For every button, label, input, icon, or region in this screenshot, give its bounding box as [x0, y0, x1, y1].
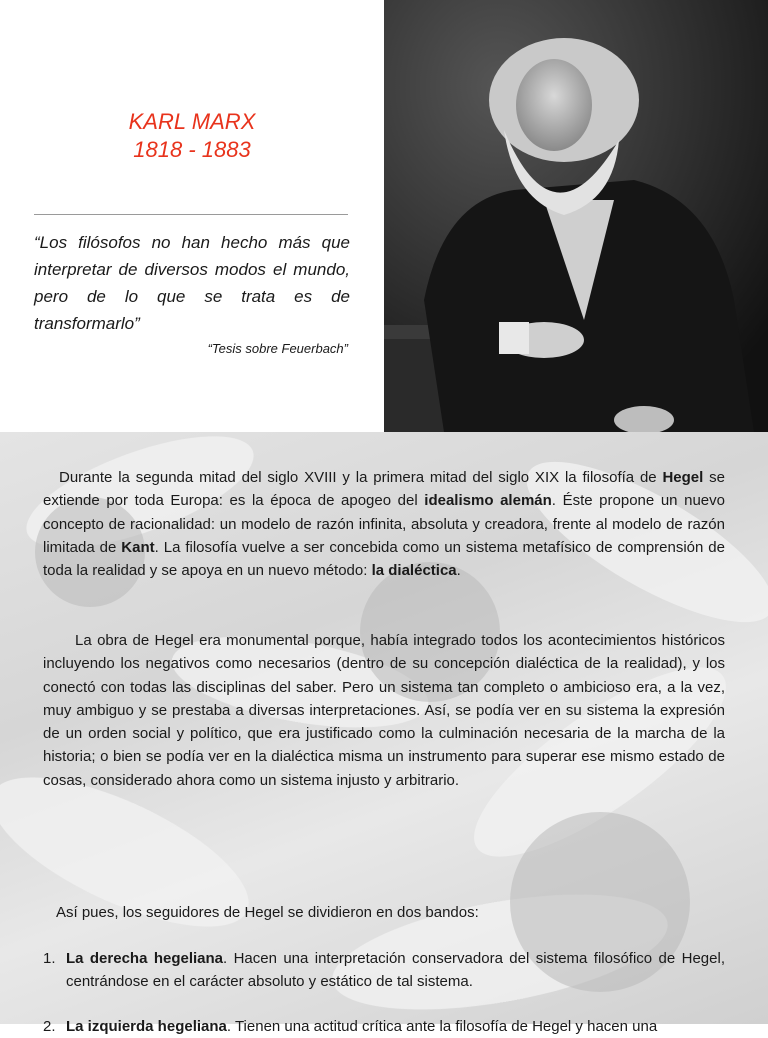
list-number: 1. [43, 950, 56, 967]
p1-bold-dialectica: la dialéctica [371, 562, 457, 580]
p1-bold-idealismo: idealismo alemán [424, 492, 552, 510]
p1-text-3: . Éste propone un nuevo concepto de racionalidad: un modelo de razón infinita, absoluta y creadora, frente al modelo de razón limitada de [43, 492, 725, 556]
divider [34, 214, 348, 215]
list-bold: La izquierda hegeliana [66, 1018, 227, 1035]
p1-bold-kant: Kant [121, 538, 155, 556]
paragraph-obra-hegel: La obra de Hegel era monumental porque, había integrado todos los acontecimientos históricos incluyendo los negativos como necesarios (dentro de su concepción dialéctica de la realidad), y los conectó con todas las disciplinas del saber. Pero un sistema tan completo o ambicioso era, a la vez, muy ambiguo y se prestaba a diversas interpretaciones. Así, se podía ver en su sistema la expresión de un orden social y político, que era justificado como la culminación necesaria de la marcha de la historia; o bien se podía ver en la dialéctica misma un instrumento para superar ese mismo estado de cosas, considerado ahora como un sistema injusto y arbitrario. [43, 632, 725, 789]
list-body: . Tienen una actitud crítica ante la filosofía de Hegel y hacen una [226, 1018, 658, 1035]
quote-source: “Tesis sobre Feuerbach” [207, 341, 348, 356]
quote-text: “Los filósofos no han hecho más que interpretar de diversos modos el mundo, pero de lo que se trata es de transformarlo” [34, 233, 350, 333]
author-years: 1818 - 1883 [133, 137, 251, 162]
author-name: KARL MARX [128, 109, 256, 134]
p1-text-1: Durante la segunda mitad del siglo XVIII y la primera mitad del siglo XIX la filosofía de [59, 469, 663, 486]
list-text [66, 1015, 725, 1038]
p1-text-2: se extiende por toda Europa: es la época de apogeo del [43, 469, 725, 510]
p1-bold-hegel: Hegel [662, 469, 704, 486]
list-number: 2. [43, 1018, 56, 1035]
header-section [0, 0, 768, 432]
list-body: . Hacen una interpretación conservadora del sistema filosófico de Hegel, centrándose en el carácter absoluto y estático de tal sistema. [66, 950, 725, 991]
p1-text-4: . La filosofía vuelve a ser concebida como un sistema metafísico de comprensión de toda la realidad y se apoya en un nuevo método: [43, 538, 725, 580]
portrait-illustration [384, 0, 768, 432]
paragraph-hegel [43, 466, 725, 582]
paragraph-bandos: Así pues, los seguidores de Hegel se dividieron en dos bandos: [56, 904, 479, 921]
p1-text-5: . [456, 562, 461, 580]
portrait-photo [384, 0, 768, 432]
list-bold: La derecha hegeliana [66, 950, 224, 967]
list-text [66, 947, 725, 994]
